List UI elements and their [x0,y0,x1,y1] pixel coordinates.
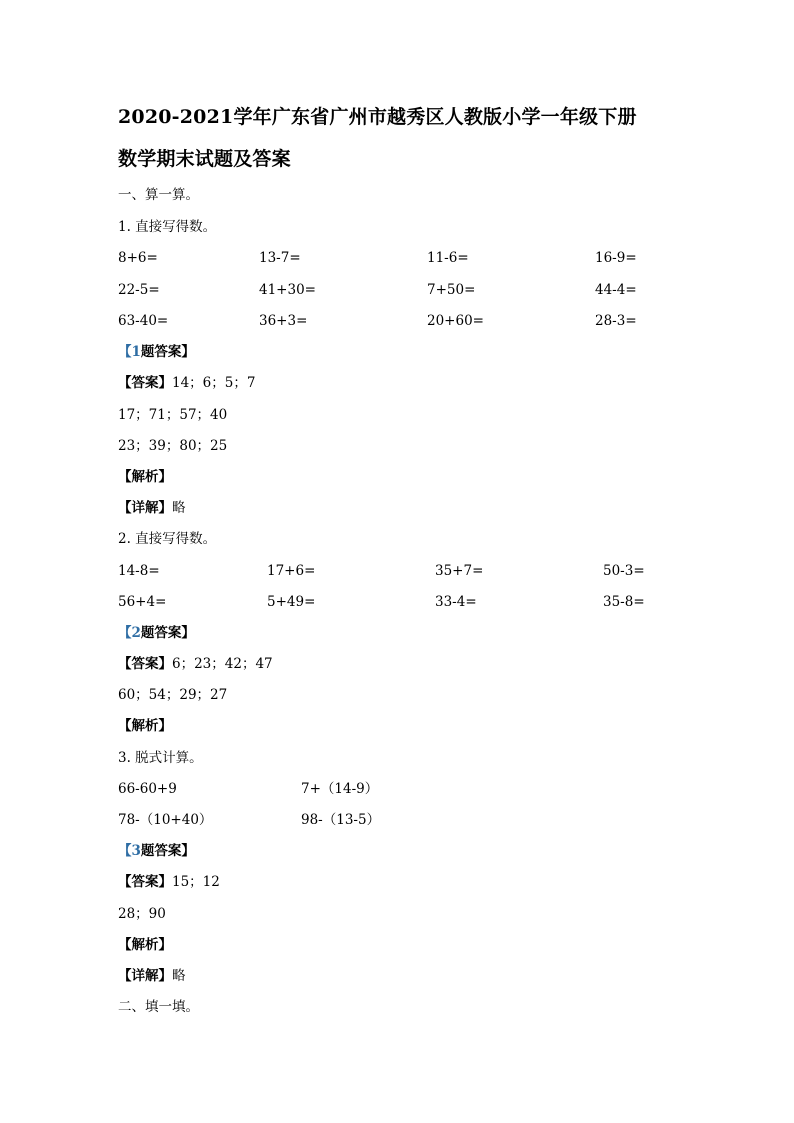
answer-label: 【答案】 [118,874,172,890]
question-number: 2 [131,625,141,641]
q1-cell: 8+6= [118,250,158,266]
q1-row-3 [118,312,678,330]
q2-cell: 33-4= [435,594,477,610]
q2-row-2 [118,593,678,611]
q1-answer-line-3: 23；39；80；25 [118,438,228,454]
q2-row-1 [118,562,678,580]
bracket-open: 【 [118,843,132,859]
q1-row-2 [118,281,678,299]
q3-cell: 66-60+9 [118,781,177,797]
q1-cell: 20+60= [427,313,484,329]
q3-prompt: 3. 脱式计算。 [118,750,203,766]
q3-row-2 [118,811,678,829]
section2-heading: 二、填一填。 [118,999,199,1015]
q1-cell: 41+30= [259,282,316,298]
q1-cell: 13-7= [259,250,301,266]
section1-heading: 一、算一算。 [118,187,199,203]
question-number: 3 [131,843,141,859]
answer-label: 【答案】 [118,375,172,391]
q3-answer-line-1 [118,873,220,891]
q3-answer-line-2: 28；90 [118,906,166,922]
q1-cell: 63-40= [118,313,169,329]
bracket-open: 【 [118,344,132,360]
q1-answer-line-1 [118,374,255,392]
q2-answer-line-1 [118,655,273,673]
question-number: 1 [131,344,141,360]
doc-title-line2: 数学期末试题及答案 [118,148,291,170]
q3-answer-header [118,842,195,860]
q3-cell: 98-（13-5） [301,812,381,828]
q2-cell: 5+49= [267,594,316,610]
q2-cell: 17+6= [267,563,316,579]
q1-cell: 36+3= [259,313,308,329]
detail-label: 【详解】 [118,500,172,516]
detail-text: 略 [172,968,186,984]
q2-cell: 35-8= [603,594,645,610]
q1-cell: 22-5= [118,282,160,298]
answer-header-text: 题答案】 [140,843,195,859]
q3-cell: 78-（10+40） [118,812,213,828]
q2-prompt: 2. 直接写得数。 [118,531,217,547]
doc-title-line1: 2020-2021学年广东省广州市越秀区人教版小学一年级下册 [118,106,637,128]
q1-cell: 16-9= [595,250,637,266]
q1-cell: 44-4= [595,282,637,298]
q1-cell: 11-6= [427,250,469,266]
answer-text: 15；12 [172,874,220,890]
q2-cell: 56+4= [118,594,167,610]
q1-cell: 7+50= [427,282,476,298]
q1-analysis-label: 【解析】 [118,469,172,485]
answer-header-text: 题答案】 [140,344,195,360]
q1-row-1 [118,249,678,267]
q2-answer-line-2: 60；54；29；27 [118,687,228,703]
q2-cell: 35+7= [435,563,484,579]
q1-cell: 28-3= [595,313,637,329]
q2-cell: 14-8= [118,563,160,579]
q3-cell: 7+（14-9） [301,781,379,797]
detail-text: 略 [172,500,186,516]
q1-answer-line-2: 17；71；57；40 [118,407,228,423]
detail-label: 【详解】 [118,968,172,984]
q1-detail [118,499,186,517]
answer-text: 14；6；5；7 [172,375,256,391]
q3-analysis-label: 【解析】 [118,937,172,953]
answer-label: 【答案】 [118,656,172,672]
q3-row-1 [118,780,678,798]
q2-answer-header [118,624,195,642]
q1-prompt: 1. 直接写得数。 [118,219,217,235]
bracket-open: 【 [118,625,132,641]
answer-header-text: 题答案】 [140,625,195,641]
q1-answer-header [118,343,195,361]
q2-analysis-label: 【解析】 [118,718,172,734]
q3-detail [118,967,186,985]
q2-cell: 50-3= [603,563,645,579]
answer-text: 6；23；42；47 [172,656,273,672]
